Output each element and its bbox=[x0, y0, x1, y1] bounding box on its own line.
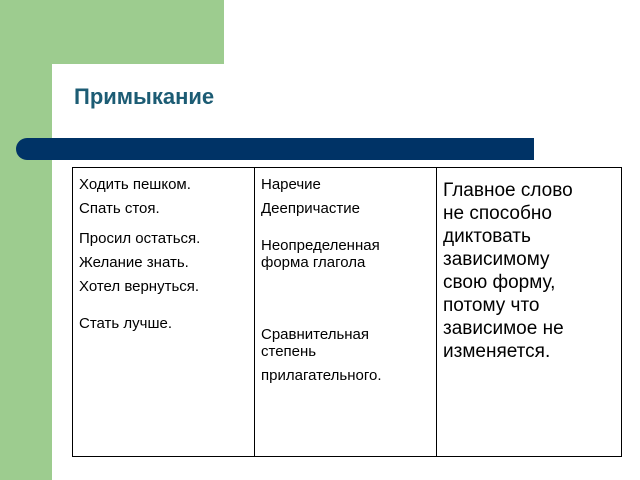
example-item: Спать стоя. bbox=[79, 200, 160, 217]
example-item: Хотел вернуться. bbox=[79, 278, 200, 295]
explanation-line: зависимому bbox=[443, 249, 550, 270]
slide-title: Примыкание bbox=[74, 84, 215, 109]
word-type-item: Неопределенная bbox=[261, 237, 380, 254]
explanation-line: не способно bbox=[443, 203, 552, 224]
content-table bbox=[72, 167, 622, 457]
title-underline-bar bbox=[16, 138, 534, 160]
word-types-column bbox=[255, 168, 437, 457]
decorative-green-strip bbox=[0, 0, 52, 480]
explanation-line: зависимое не bbox=[443, 318, 564, 339]
explanation-line: потому что bbox=[443, 295, 540, 316]
word-type-item: Деепричастие bbox=[261, 200, 360, 217]
explanation-column bbox=[437, 168, 622, 457]
word-type-item: форма глагола bbox=[261, 254, 366, 271]
example-item: Стать лучше. bbox=[79, 315, 173, 332]
table-row bbox=[73, 168, 622, 457]
examples-column bbox=[73, 168, 255, 457]
explanation-line: свою форму, bbox=[443, 272, 556, 293]
word-type-item: прилагательного. bbox=[261, 367, 382, 384]
explanation-line: Главное слово bbox=[443, 180, 573, 201]
word-type-item: Наречие bbox=[261, 176, 321, 193]
explanation-line: диктовать bbox=[443, 226, 531, 247]
example-item: Ходить пешком. bbox=[79, 176, 191, 193]
word-type-item: Сравнительная bbox=[261, 326, 370, 343]
explanation-line: изменяется. bbox=[443, 341, 551, 362]
example-item: Просил остаться. bbox=[79, 230, 201, 247]
word-type-item: степень bbox=[261, 343, 317, 360]
example-item: Желание знать. bbox=[79, 254, 189, 271]
